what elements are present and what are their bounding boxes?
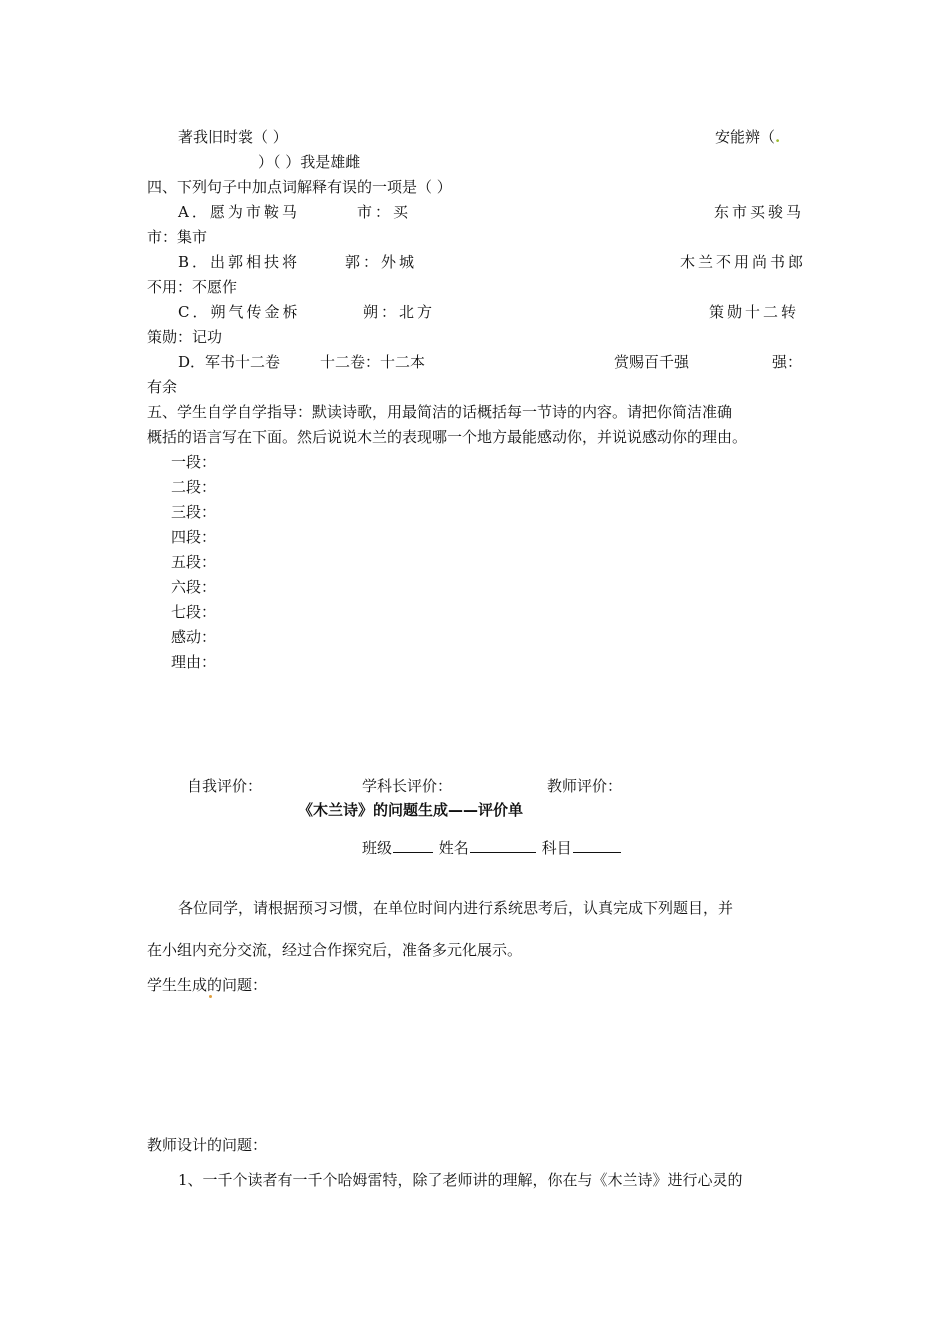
q5-item-4: 四段： — [171, 528, 217, 546]
q4-option-b-compare-explanation: 不用：不愿作 — [147, 278, 238, 296]
q4-option-a-explanation: 市：买 — [357, 203, 412, 221]
class-blank[interactable] — [393, 837, 433, 853]
q4-option-a-compare-explanation: 市：集市 — [147, 228, 208, 246]
q4-option-b-compare: 木兰不用尚书郎 — [680, 253, 807, 271]
q4-option-d-compare-term: 强： — [772, 353, 803, 371]
teacher-question-1: 1、一千个读者有一千个哈姆雷特，除了老师讲的理解，你在与《木兰诗》进行心灵的 — [178, 1171, 743, 1189]
sheet-info-row — [362, 837, 622, 858]
q4-option-c-explanation: 朔：北方 — [363, 303, 436, 321]
name-blank[interactable] — [470, 837, 536, 853]
q5-item-2: 二段： — [171, 478, 217, 496]
q5-instruction-line2: 概括的语言写在下面。然后说说木兰的表现哪一个地方最能感动你，并说说感动你的理由。 — [147, 428, 748, 446]
q3-line1-right — [715, 127, 780, 147]
q3-line1-right-text: 安能辨（ — [715, 128, 776, 146]
q4-option-c-compare: 策勋十二转 — [709, 303, 800, 321]
sheet-title: 《木兰诗》的问题生成——评价单 — [298, 801, 524, 819]
q3-line1-left: 著我旧时裳（ ） — [178, 128, 288, 146]
self-evaluation-label: 自我评价： — [187, 777, 263, 795]
q5-item-6: 六段： — [171, 578, 217, 596]
subject-label: 科目 — [541, 839, 572, 857]
student-questions-label-dot-char — [207, 976, 222, 994]
q5-item-touched: 感动： — [171, 628, 217, 646]
leader-evaluation-label: 学科长评价： — [362, 777, 453, 795]
emphasis-dot — [209, 995, 212, 998]
teacher-questions-label: 教师设计的问题： — [147, 1136, 268, 1154]
student-questions-label-b: 问题： — [222, 976, 268, 994]
teacher-evaluation-label: 教师评价： — [547, 777, 623, 795]
q5-item-5: 五段： — [171, 553, 217, 571]
student-questions-label-dot-text: 的 — [207, 976, 223, 994]
student-questions-label — [147, 975, 267, 995]
q5-item-7: 七段： — [171, 603, 217, 621]
student-questions-label-a: 学生生成 — [147, 976, 208, 994]
q4-title: 四、下列句子中加点词解释有误的一项是（ ） — [147, 178, 452, 196]
sheet-intro-line2: 在小组内充分交流，经过合作探究后，准备多元化展示。 — [147, 941, 523, 959]
q4-option-d-compare-explanation: 有余 — [147, 378, 178, 396]
q4-option-c-compare-explanation: 策勋：记功 — [147, 328, 223, 346]
q4-option-d-compare: 赏赐百千强 — [614, 353, 690, 371]
q3-line2: ）（ ）我是雄雌 — [258, 153, 361, 171]
sheet-intro-line1: 各位同学，请根据预习习惯，在单位时间内进行系统思考后，认真完成下列题目，并 — [178, 899, 734, 917]
q4-option-d-explanation: 十二卷：十二本 — [320, 353, 426, 371]
subject-blank[interactable] — [573, 837, 621, 853]
emphasis-dot: . — [775, 128, 781, 146]
q4-option-a: A．愿为市鞍马 — [178, 203, 300, 221]
q5-item-1: 一段： — [171, 453, 217, 471]
class-label: 班级 — [362, 839, 393, 857]
q5-item-3: 三段： — [171, 503, 217, 521]
q5-instruction-line1: 五、学生自学自学指导：默读诗歌，用最简洁的话概括每一节诗的内容。请把你简洁准确 — [147, 403, 733, 421]
q4-option-a-compare: 东市买骏马 — [714, 203, 805, 221]
q4-option-b: B．出郭相扶将 — [178, 253, 301, 271]
q4-option-b-explanation: 郭：外城 — [345, 253, 418, 271]
q4-option-d: D．军书十二卷 — [178, 353, 281, 371]
q4-option-c: C．朔气传金柝 — [178, 303, 301, 321]
q5-item-reason: 理由： — [171, 653, 217, 671]
name-label: 姓名 — [438, 839, 469, 857]
